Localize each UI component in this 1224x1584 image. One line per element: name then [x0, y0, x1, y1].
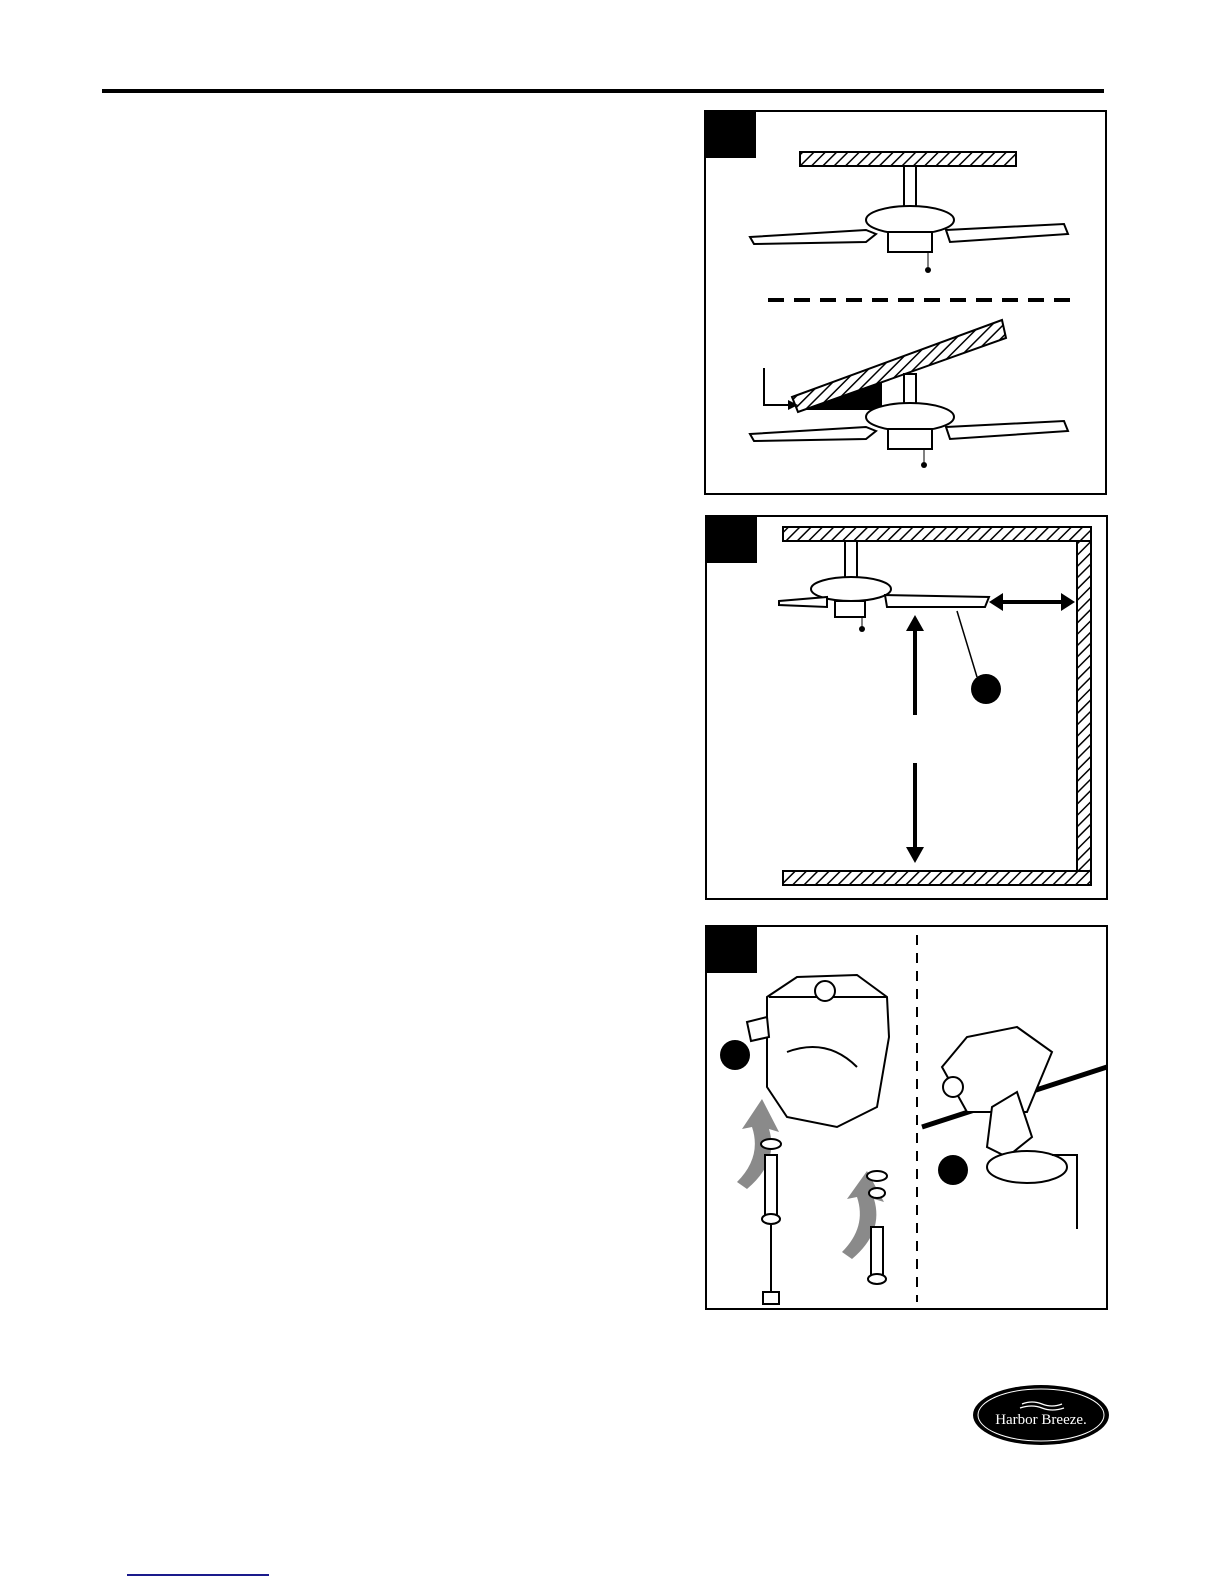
ceiling-fan-lower — [750, 374, 1068, 468]
ceiling — [783, 527, 1091, 541]
sloped-ceiling — [792, 320, 1006, 412]
fan-clearance-diagram — [707, 517, 1110, 902]
harbor-breeze-logo — [972, 1384, 1110, 1446]
callout-marker-a — [720, 1040, 750, 1070]
figure-2-panel — [705, 515, 1108, 900]
callout-marker-b — [938, 1155, 968, 1185]
outlet-box-mounting-diagram — [707, 927, 1110, 1312]
ceiling-fan — [779, 541, 989, 632]
figure-1-panel — [704, 110, 1107, 495]
outlet-box-bracket — [747, 975, 889, 1127]
header-rule — [102, 89, 1104, 93]
floor — [783, 871, 1091, 885]
fan-flat-and-sloped-ceiling-diagram — [706, 112, 1109, 497]
callout-marker — [971, 674, 1001, 704]
figure-3-panel — [705, 925, 1108, 1310]
svg-text:Harbor Breeze.: Harbor Breeze. — [995, 1412, 1087, 1428]
link-underline[interactable] — [127, 1574, 269, 1576]
flat-ceiling — [800, 152, 1016, 166]
wall — [1077, 541, 1091, 871]
ceiling-fan-upper — [750, 166, 1068, 273]
